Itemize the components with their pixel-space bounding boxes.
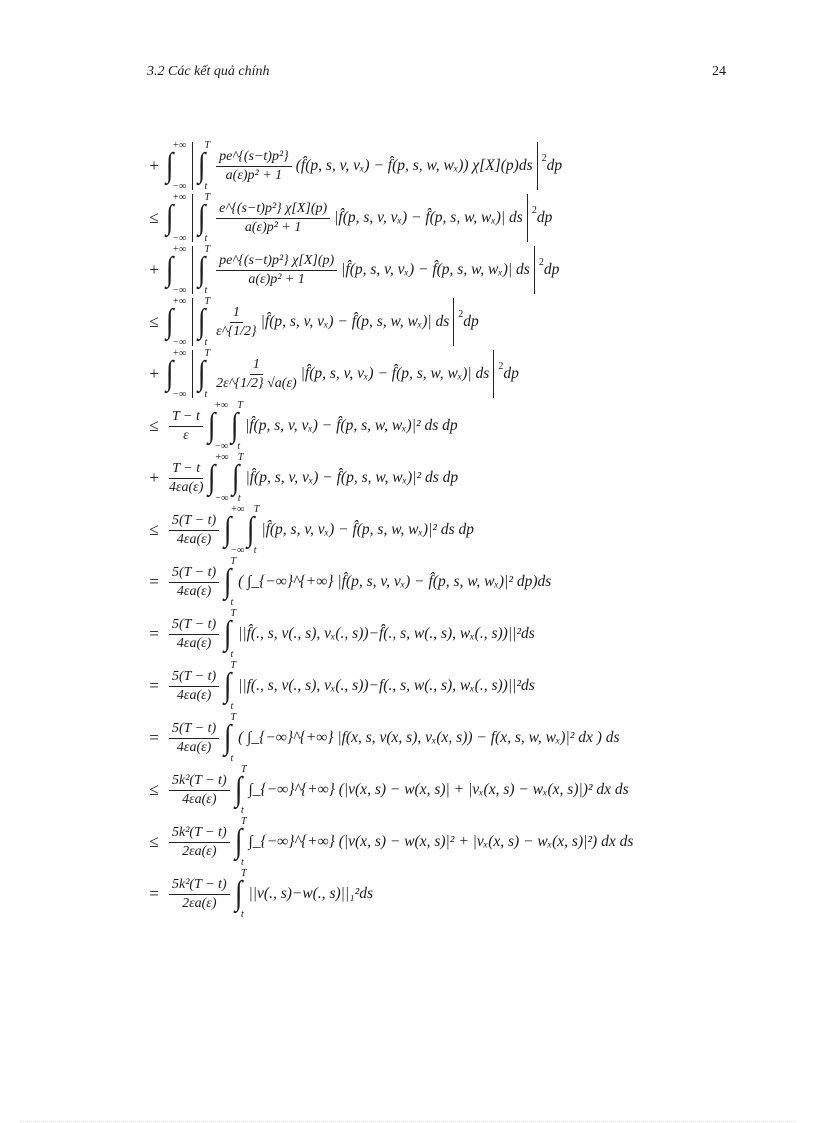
equation-group-1 [143, 140, 753, 400]
coefficient-fraction [169, 825, 230, 860]
integrand: ||v(., s)−w(., s)||₁²ds [248, 885, 373, 902]
upper-limit: +∞ [214, 452, 229, 463]
running-header [147, 64, 726, 80]
integrand: ||f(., s, v(., s), vₓ(., s))−f(., s, w(., s), wₓ(., s))||²ds [238, 677, 535, 694]
equation-line [143, 244, 753, 296]
exponent: 2 [541, 152, 547, 164]
integrand: ∫_{−∞}^{+∞} (|v(x, s) − w(x, s)|² + |vₓ(x, s) − wₓ(x, s)|²) dx ds [248, 833, 634, 850]
integral-sign: ∫ [198, 147, 206, 184]
lower-limit: −∞ [214, 493, 229, 504]
relation-symbol: ≤ [149, 416, 159, 435]
lower-limit: t [237, 441, 241, 452]
integral-sign: ∫ [224, 511, 232, 548]
fraction [216, 305, 257, 340]
equation-line [143, 400, 753, 452]
lower-limit: t [253, 545, 257, 556]
coefficient-fraction [169, 721, 219, 756]
denominator: a(ε)p² + 1 [248, 271, 305, 287]
integrand: f̂(p, s, v, vₓ) − f̂(p, s, w, wₓ)) χ[X](p)ds [300, 157, 533, 174]
relation-symbol: ≤ [149, 832, 159, 851]
exponent: 2 [531, 204, 537, 216]
upper-limit: T [240, 868, 247, 879]
differential: dp [536, 209, 553, 226]
integral-sign: ∫ [165, 147, 174, 184]
integrand: |f̂(p, s, v, vₓ) − f̂(p, s, w, wₓ)| ds [300, 365, 490, 382]
upper-limit: +∞ [172, 296, 187, 307]
numerator: 1 [250, 357, 263, 375]
denominator: a(ε)p² + 1 [225, 167, 283, 183]
fraction [216, 201, 330, 236]
integrand: |f̂(p, s, v, vₓ) − f̂(p, s, w, wₓ)| ds [334, 209, 523, 226]
abs-bar-right [527, 194, 528, 242]
upper-limit: +∞ [172, 140, 187, 151]
numerator: 5k²(T − t) [169, 877, 230, 895]
equation-group-2 [143, 400, 753, 556]
upper-limit: T [230, 608, 237, 619]
abs-bar-left [192, 194, 193, 242]
upper-limit: T [237, 400, 243, 411]
outer-integral [165, 348, 187, 400]
relation-symbol: ≤ [149, 312, 159, 331]
relation-symbol: = [149, 676, 159, 695]
relation-symbol: + [149, 260, 159, 279]
equation-block [143, 140, 753, 920]
abs-bar-left [192, 142, 193, 190]
abs-bar-left [192, 246, 193, 294]
denominator: 4εa(ε) [176, 739, 212, 755]
integral-sign: ∫ [198, 355, 206, 392]
lower-limit: t [240, 805, 244, 816]
integral-limits [172, 244, 187, 296]
denominator: ε [183, 427, 189, 443]
page-number: 24 [712, 64, 726, 79]
inner-integral [230, 400, 243, 452]
differential: dp [463, 313, 479, 330]
time-integral [234, 764, 247, 816]
lower-limit: −∞ [172, 337, 187, 348]
integrand: ∫_{−∞}^{+∞} (|v(x, s) − w(x, s)| + |vₓ(x, s) − wₓ(x, s)|)² dx ds [248, 781, 629, 798]
lower-limit: −∞ [230, 545, 245, 556]
outer-integral [165, 192, 187, 244]
equation-line [143, 140, 753, 192]
upper-limit: +∞ [172, 348, 187, 359]
integral-sign: ∫ [165, 251, 174, 288]
upper-limit: T [237, 452, 244, 463]
equation-line [143, 296, 753, 348]
equation-group-3 [143, 556, 753, 920]
lower-limit: −∞ [172, 389, 187, 400]
integral-limits [172, 348, 187, 400]
upper-limit: T [204, 244, 211, 255]
integral-limits [172, 296, 187, 348]
relation-symbol: + [149, 364, 159, 383]
denominator: 4εa(ε) [182, 791, 217, 807]
equation-line [143, 608, 753, 660]
lower-limit: t [204, 389, 208, 400]
integral-sign: ∫ [234, 771, 243, 808]
abs-bar-left [192, 350, 193, 398]
relation-symbol: = [149, 624, 159, 643]
integral-sign: ∫ [231, 459, 239, 496]
fraction [216, 149, 292, 184]
inner-integral [197, 192, 211, 244]
denominator: 2εa(ε) [182, 895, 217, 911]
integral-sign: ∫ [247, 511, 255, 548]
lower-limit: t [237, 493, 241, 504]
lower-limit: t [204, 337, 208, 348]
numerator: pe^{(s−t)p²} [216, 149, 292, 167]
upper-limit: T [204, 348, 211, 359]
relation-symbol: ≤ [149, 780, 159, 799]
numerator: 5(T − t) [169, 617, 219, 635]
upper-limit: +∞ [172, 192, 187, 203]
upper-limit: T [204, 296, 211, 307]
open-paren: ( [295, 157, 301, 174]
integral-sign: ∫ [198, 303, 206, 340]
integral-sign: ∫ [234, 823, 243, 860]
inner-integral [246, 504, 260, 556]
denominator: 2εa(ε) [182, 843, 217, 859]
time-integral [234, 868, 247, 920]
upper-limit: T [230, 660, 237, 671]
equation-line [143, 868, 753, 920]
integral-limits [172, 140, 187, 192]
integrand: |f̂(p, s, v, vₓ) − f̂(p, s, w, wₓ)|² ds dp [245, 469, 459, 486]
lower-limit: −∞ [214, 441, 229, 452]
coefficient-fraction [169, 565, 219, 600]
integrand: |f̂(p, s, v, vₓ) − f̂(p, s, w, wₓ)|² ds dp [244, 417, 458, 434]
time-integral [223, 712, 237, 764]
integral-sign: ∫ [165, 199, 174, 236]
upper-limit: T [253, 504, 260, 515]
lower-limit: −∞ [172, 181, 187, 192]
abs-bar-right [493, 350, 494, 398]
integrand: |f̂(p, s, v, vₓ) − f̂(p, s, w, wₓ)| ds [341, 261, 530, 278]
equation-line [143, 712, 753, 764]
time-integral [223, 660, 237, 712]
upper-limit: T [240, 816, 247, 827]
relation-symbol: ≤ [149, 520, 159, 539]
lower-limit: t [230, 753, 234, 764]
integral-limits [214, 452, 229, 504]
section-title: 3.2 Các kết quả chính [147, 64, 270, 79]
equation-line [143, 452, 753, 504]
numerator: 5(T − t) [169, 669, 219, 687]
lower-limit: t [230, 597, 234, 608]
integral-sign: ∫ [198, 251, 206, 288]
abs-bar-right [537, 142, 538, 190]
fraction [216, 253, 337, 288]
coefficient-fraction [169, 877, 230, 912]
coefficient-fraction [169, 461, 203, 496]
upper-limit: +∞ [214, 400, 229, 411]
equation-line [143, 192, 753, 244]
denominator: 4εa(ε) [169, 479, 204, 495]
upper-limit: T [204, 140, 211, 151]
outer-integral [165, 140, 187, 192]
differential: dp [543, 261, 560, 278]
integral-sign: ∫ [224, 719, 232, 756]
relation-symbol: = [149, 884, 159, 903]
integral-limits [172, 192, 187, 244]
fraction [216, 357, 297, 392]
integral-sign: ∫ [234, 875, 243, 912]
outer-integral [207, 400, 229, 452]
upper-limit: T [204, 192, 211, 203]
integral-limits [230, 504, 245, 556]
equation-line [143, 816, 753, 868]
time-integral [223, 556, 237, 608]
exponent: 2 [498, 360, 504, 372]
lower-limit: t [240, 857, 244, 868]
numerator: T − t [169, 409, 203, 427]
outer-integral [223, 504, 245, 556]
integral-sign: ∫ [198, 199, 206, 236]
relation-symbol: = [149, 572, 159, 591]
coefficient-fraction [169, 513, 219, 548]
integrand: ( ∫_{−∞}^{+∞} |f̂(p, s, v, vₓ) − f̂(p, s, w, wₓ)|² dp)ds [238, 573, 552, 590]
integral-sign: ∫ [208, 459, 216, 496]
abs-bar-left [192, 298, 193, 346]
exponent: 2 [458, 308, 464, 320]
lower-limit: t [204, 233, 208, 244]
denominator: 4εa(ε) [176, 583, 212, 599]
integral-sign: ∫ [231, 407, 239, 444]
integral-sign: ∫ [165, 355, 174, 392]
page-edge-divider [20, 1121, 796, 1122]
exponent: 2 [538, 256, 544, 268]
denominator: 2ε^{1/2} √a(ε) [216, 375, 297, 391]
denominator: ε^{1/2} [216, 323, 257, 339]
integral-sign: ∫ [207, 407, 216, 444]
numerator: 5(T − t) [169, 721, 219, 739]
time-integral [234, 816, 247, 868]
lower-limit: −∞ [172, 233, 187, 244]
numerator: T − t [169, 461, 203, 479]
numerator: 5(T − t) [169, 565, 219, 583]
numerator: 1 [230, 305, 243, 323]
relation-symbol: ≤ [149, 208, 159, 227]
integral-limits [253, 504, 260, 556]
outer-integral [165, 296, 187, 348]
denominator: 4εa(ε) [176, 635, 212, 651]
inner-integral [197, 296, 211, 348]
integrand: ||f̂(., s, v(., s), vₓ(., s))−f̂(., s, w(., s), wₓ(., s))||²ds [238, 625, 535, 642]
lower-limit: −∞ [172, 285, 187, 296]
equation-line [143, 504, 753, 556]
inner-integral [197, 348, 211, 400]
lower-limit: t [230, 649, 234, 660]
outer-integral [165, 244, 187, 296]
numerator: 5(T − t) [169, 513, 219, 531]
upper-limit: T [230, 556, 237, 567]
relation-symbol: + [149, 468, 159, 487]
integrand: |f̂(p, s, v, vₓ) − f̂(p, s, w, wₓ)| ds [260, 313, 450, 330]
integral-sign: ∫ [165, 303, 174, 340]
integral-limits [214, 400, 229, 452]
numerator: pe^{(s−t)p²} χ[X](p) [216, 253, 337, 271]
upper-limit: T [230, 712, 237, 723]
inner-integral [197, 244, 211, 296]
differential: dp [503, 365, 519, 382]
coefficient-fraction [169, 773, 230, 808]
relation-symbol: + [149, 156, 159, 175]
inner-integral [231, 452, 244, 504]
inner-integral [197, 140, 211, 192]
coefficient-fraction [169, 617, 219, 652]
integral-sign: ∫ [224, 667, 232, 704]
abs-bar-right [534, 246, 535, 294]
denominator: 4εa(ε) [176, 531, 212, 547]
lower-limit: t [230, 701, 234, 712]
denominator: 4εa(ε) [176, 687, 212, 703]
numerator: e^{(s−t)p²} χ[X](p) [216, 201, 330, 219]
coefficient-fraction [169, 409, 203, 444]
lower-limit: t [204, 285, 208, 296]
lower-limit: t [240, 909, 244, 920]
upper-limit: T [240, 764, 247, 775]
denominator: a(ε)p² + 1 [244, 219, 302, 235]
equation-line [143, 556, 753, 608]
time-integral [223, 608, 237, 660]
numerator: 5k²(T − t) [169, 773, 230, 791]
equation-line [143, 764, 753, 816]
differential: dp [546, 157, 563, 174]
numerator: 5k²(T − t) [169, 825, 230, 843]
integrand: |f̂(p, s, v, vₓ) − f̂(p, s, w, wₓ)|² ds dp [261, 521, 474, 538]
equation-line [143, 348, 753, 400]
lower-limit: t [204, 181, 208, 192]
equation-line [143, 660, 753, 712]
upper-limit: +∞ [230, 504, 245, 515]
integrand: ( ∫_{−∞}^{+∞} |f(x, s, v(x, s), vₓ(x, s)) − f(x, s, w, wₓ)|² dx ) ds [238, 729, 620, 746]
upper-limit: +∞ [172, 244, 187, 255]
coefficient-fraction [169, 669, 219, 704]
integral-sign: ∫ [224, 563, 232, 600]
integral-sign: ∫ [224, 615, 232, 652]
abs-bar-right [453, 298, 454, 346]
relation-symbol: = [149, 728, 159, 747]
outer-integral [207, 452, 229, 504]
